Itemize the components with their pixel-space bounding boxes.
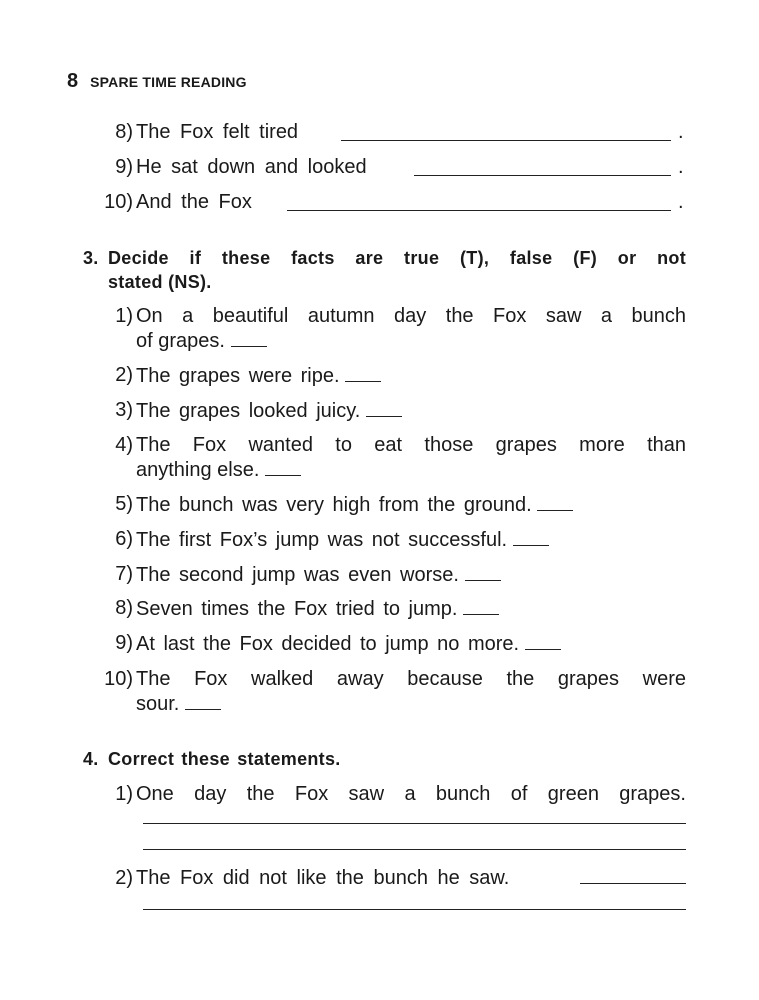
item-number: 8) bbox=[115, 597, 133, 619]
item-text: The Fox walked away because the grapes were bbox=[136, 668, 686, 690]
answer-blank[interactable] bbox=[465, 562, 501, 581]
list-item bbox=[115, 120, 299, 144]
item-number: 6) bbox=[115, 528, 133, 550]
item-number: 2) bbox=[115, 867, 133, 889]
item-text: On a beautiful autumn day the Fox saw a bunch bbox=[136, 305, 686, 327]
item-text: The bunch was very high from the ground. bbox=[136, 494, 532, 516]
item-text: The second jump was even worse. bbox=[136, 564, 459, 586]
list-item bbox=[115, 304, 686, 353]
answer-line[interactable] bbox=[143, 823, 686, 824]
item-number: 2) bbox=[115, 364, 133, 386]
list-item bbox=[115, 363, 381, 388]
item-text: At last the Fox decided to jump no more. bbox=[136, 633, 520, 655]
list-item bbox=[115, 527, 549, 552]
item-number: 7) bbox=[115, 563, 133, 585]
page-number: 8 bbox=[67, 70, 79, 92]
item-text: One day the Fox saw a bunch of green grapes. bbox=[136, 783, 686, 805]
item-text: The Fox did not like the bunch he saw. bbox=[136, 867, 510, 889]
item-number: 4) bbox=[115, 434, 133, 456]
item-text: The grapes were ripe. bbox=[136, 365, 340, 387]
section-number: 3. bbox=[83, 248, 99, 268]
answer-blank[interactable] bbox=[525, 631, 561, 650]
answer-blank[interactable] bbox=[463, 596, 499, 615]
answer-blank[interactable] bbox=[414, 175, 671, 176]
answer-line[interactable] bbox=[143, 849, 686, 850]
item-number: 10) bbox=[104, 668, 133, 690]
answer-blank[interactable] bbox=[537, 492, 573, 511]
item-text: The Fox wanted to eat those grapes more than bbox=[136, 434, 686, 456]
item-number: 10) bbox=[104, 191, 133, 213]
item-number: 1) bbox=[115, 783, 133, 805]
section-instruction: Correct these statements. bbox=[108, 749, 341, 769]
item-end-period: . bbox=[678, 121, 684, 143]
answer-line[interactable] bbox=[143, 909, 686, 910]
item-text-cont: of grapes. bbox=[136, 330, 225, 352]
item-end-period: . bbox=[678, 191, 684, 213]
item-text: Seven times the Fox tried to jump. bbox=[136, 598, 458, 620]
section-3-heading bbox=[83, 246, 686, 294]
answer-blank[interactable] bbox=[345, 363, 381, 382]
item-text-cont: anything else. bbox=[136, 459, 260, 481]
item-number: 5) bbox=[115, 493, 133, 515]
item-text: The first Fox’s jump was not successful. bbox=[136, 529, 508, 551]
answer-blank[interactable] bbox=[265, 457, 301, 476]
section-instruction-line1: Decide if these facts are true (T), false (F) or not bbox=[108, 248, 686, 268]
list-item bbox=[115, 866, 510, 890]
section-4-heading bbox=[83, 747, 341, 771]
list-item bbox=[115, 155, 367, 179]
list-item bbox=[104, 667, 686, 716]
running-title: SPARE TIME READING bbox=[90, 74, 247, 90]
item-text: And the Fox bbox=[136, 191, 252, 213]
item-text: The grapes looked juicy. bbox=[136, 400, 361, 422]
answer-blank[interactable] bbox=[231, 328, 267, 347]
item-number: 1) bbox=[115, 305, 133, 327]
answer-blank[interactable] bbox=[185, 691, 221, 710]
answer-blank[interactable] bbox=[366, 398, 402, 417]
answer-blank[interactable] bbox=[513, 527, 549, 546]
list-item bbox=[115, 596, 499, 621]
item-text: He sat down and looked bbox=[136, 156, 367, 178]
list-item bbox=[115, 398, 402, 423]
item-end-period: . bbox=[678, 156, 684, 178]
item-number: 8) bbox=[115, 121, 133, 143]
list-item bbox=[115, 562, 501, 587]
section-instruction-line2: stated (NS). bbox=[108, 272, 212, 292]
list-item bbox=[115, 492, 573, 517]
list-item bbox=[115, 782, 686, 806]
list-item bbox=[115, 631, 561, 656]
item-text: The Fox felt tired bbox=[136, 121, 299, 143]
item-number: 9) bbox=[115, 156, 133, 178]
item-text-cont: sour. bbox=[136, 693, 180, 715]
section-number: 4. bbox=[83, 749, 99, 769]
answer-blank[interactable] bbox=[580, 883, 686, 884]
list-item bbox=[104, 190, 252, 214]
answer-blank[interactable] bbox=[341, 140, 671, 141]
page-header bbox=[67, 70, 247, 93]
answer-blank[interactable] bbox=[287, 210, 671, 211]
item-number: 9) bbox=[115, 632, 133, 654]
item-number: 3) bbox=[115, 399, 133, 421]
list-item bbox=[115, 433, 686, 482]
